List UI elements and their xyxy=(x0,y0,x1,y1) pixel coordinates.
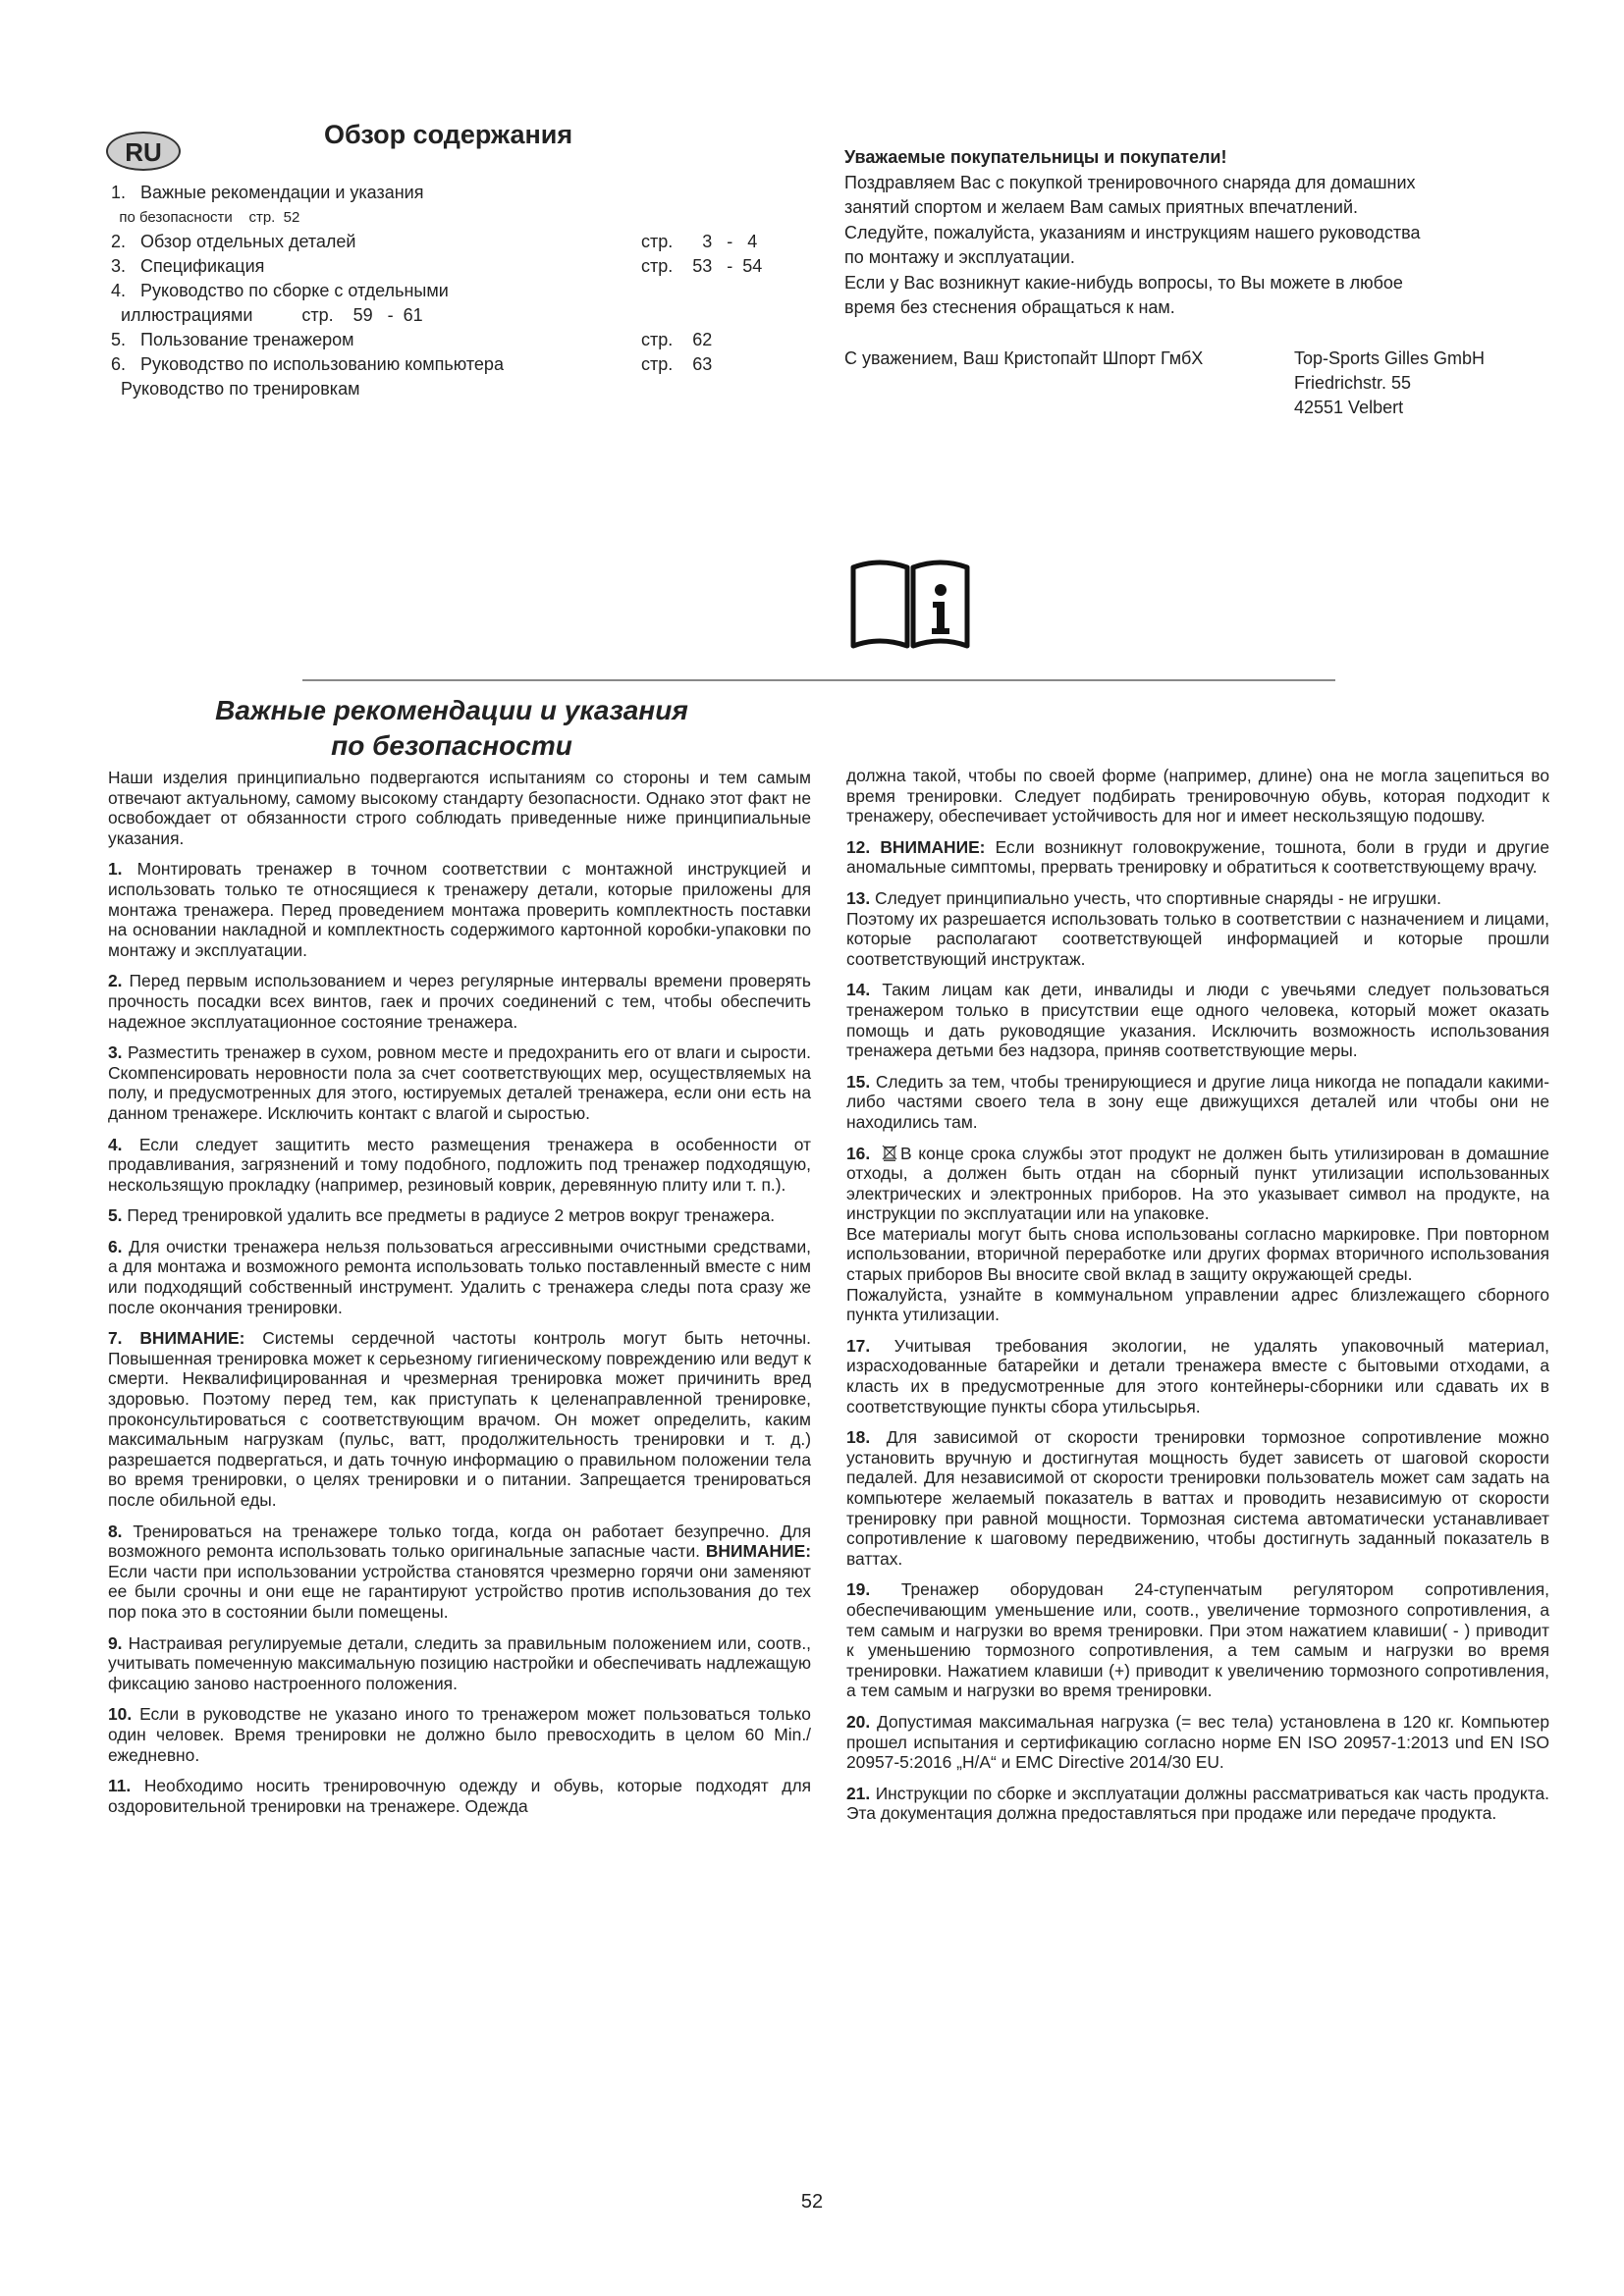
item-number: 4. xyxy=(108,1134,123,1154)
paragraph xyxy=(108,1328,811,1510)
paragraph xyxy=(846,837,1549,878)
item-number: 5. xyxy=(108,1205,123,1226)
paragraph xyxy=(846,766,1549,827)
toc-entry xyxy=(111,352,798,377)
item-number: 9. xyxy=(108,1632,123,1653)
paragraph-text: Учитывая требования экологии, не удалять упаковочный материал, израсходованные батарейки и детали тренажера вместе с бытовыми отходами, а класть их в предусмотренные для этого контейнеры-сборники или сдавать их в соответствующие пункты сбора утильсырья. xyxy=(846,1335,1549,1416)
right-column xyxy=(846,766,1549,1835)
greeting-heading: Уважаемые покупательницы и покупатели! xyxy=(844,147,1227,167)
paragraph xyxy=(846,1579,1549,1701)
paragraph-text: Если следует защитить место размещения тренажера в особенности от продавливания, загрязнений и тому подобного, подложить под тренажер подходящую, нескользящую прокладку (например, резиновый коврик, деревянную плиту или т. п.). xyxy=(108,1134,811,1195)
greeting-line: Поздравляем Вас с покупкой тренировочного снаряда для домашних xyxy=(844,172,1416,192)
paragraph-text: В конце срока службы этот продукт не должен быть утилизирован в домашние отходы, а должен быть отдан на сборный пункт утилизации использованных электрических и электронных приборов. На это указывает символ на продукте, на инструкции по эксплуатации или на упаковке. xyxy=(846,1143,1549,1224)
item-number: 14. xyxy=(846,980,871,1000)
left-column xyxy=(108,768,811,1827)
table-of-contents xyxy=(111,181,798,401)
item-number: 16. xyxy=(846,1143,871,1163)
section-title-line-1: Важные рекомендации и указания xyxy=(215,695,688,725)
item-number: 2. xyxy=(108,971,123,991)
paragraph xyxy=(108,1205,811,1226)
paragraph-continued: Все материалы могут быть снова использованы согласно маркировке. При повторном использовании, вторичной переработке или других формах вторичного использования старых приборов Вы вносите свой вклад в защиту окружающей среды. xyxy=(846,1223,1549,1285)
company-line: Top-Sports Gilles GmbH xyxy=(1294,348,1486,368)
section-title-line-2: по безопасности xyxy=(331,730,572,761)
item-number: 8. xyxy=(108,1521,123,1541)
toc-entry-page: стр. 53 - 54 xyxy=(641,256,763,276)
item-number: 6. xyxy=(108,1236,123,1256)
greeting-line: Следуйте, пожалуйста, указаниям и инструкциям нашего руководства xyxy=(844,222,1421,242)
paragraph xyxy=(846,1784,1549,1824)
paragraph-text: Если возникнут головокружение, тошнота, боли в груди и другие аномальные симптомы, прервать тренировку и обратиться к соответствующему врачу. xyxy=(846,836,1549,878)
toc-entry-page: стр. 63 xyxy=(641,354,713,374)
item-number: 1. xyxy=(108,859,123,880)
toc-entry xyxy=(111,377,798,401)
paragraph-text: Допустимая максимальная нагрузка (= вес тела) установлена в 120 кг. Компьютер прошел испытания и сертификацию согласно норме EN ISO 20957-1:2013 und EN ISO 20957-5:2016 „H/A“ и EMC Directive 2014/30 EU. xyxy=(846,1711,1549,1773)
paragraph xyxy=(108,768,811,848)
section-title xyxy=(108,693,795,764)
item-number: 18. xyxy=(846,1427,871,1448)
paragraph xyxy=(846,1072,1549,1133)
toc-entry-text: 5. Пользование тренажером xyxy=(111,330,354,349)
paragraph-text: Тренироваться на тренажере только тогда, когда он работает безупречно. Для возможного ремонта использовать только оригинальные запасные части. xyxy=(108,1521,811,1562)
greeting-line: занятий спортом и желаем Вам самых приятных впечатлений. xyxy=(844,197,1359,217)
item-number: 12. xyxy=(846,836,871,857)
paragraph xyxy=(846,980,1549,1060)
item-number: 20. xyxy=(846,1711,871,1732)
paragraph-continued: Поэтому их разрешается использовать только в соответствии с назначением и лицами, которые располагают соответствующей информацией и которые прошли соответствующий инструктаж. xyxy=(846,908,1549,969)
toc-entry-page: стр. 3 - 4 xyxy=(641,232,758,251)
language-code: RU xyxy=(125,136,162,167)
item-number: 13. xyxy=(846,887,871,908)
toc-entry xyxy=(111,254,798,279)
toc-entry xyxy=(111,230,798,254)
weee-bin-icon xyxy=(881,1144,898,1161)
paragraph-text: Разместить тренажер в сухом, ровном месте и предохранить его от влаги и сырости. Скомпенсировать неровности пола за счет соответствующих мер, осуществляемых на полу, и предусмотренных для этого, юстируемых деталей тренажера, если они есть на данном тренажере. Исключить контакт с влагой и сыростью. xyxy=(108,1042,811,1123)
toc-entry xyxy=(111,205,798,230)
paragraph-text: Таким лицам как дети, инвалиды и люди с увечьями следует пользоваться тренажером только в присутствии еще одного человека, который может оказать помощь и дать руководящие указания. Исключить возможность использования тренажера детьми без надзора, приняв соответствующие меры. xyxy=(846,980,1549,1061)
toc-entry-text: 1. Важные рекомендации и указания xyxy=(111,183,424,202)
toc-title: Обзор содержания xyxy=(324,120,573,149)
toc-entry-text: Руководство по тренировкам xyxy=(111,379,360,399)
paragraph xyxy=(108,971,811,1032)
paragraph-text: Следить за тем, чтобы тренирующиеся и другие лица никогда не попадали какими-либо частями своего тела в зону еще движущихся деталей или чтобы они не находились там. xyxy=(846,1071,1549,1132)
paragraph-text: Если части при использовании устройства становятся чрезмерно горячи они заменяют ее были срочны и они еще не гарантируют устройство против использования до тех пор пока это в состоянии были помещены. xyxy=(108,1561,811,1622)
item-number: 10. xyxy=(108,1704,133,1725)
paragraph xyxy=(846,1144,1549,1224)
paragraph xyxy=(108,859,811,960)
paragraph xyxy=(108,1776,811,1816)
paragraph-text: Для зависимой от скорости тренировки тормозное сопротивление можно установить вручную и достигнутая мощность будет зависеть от шаговой скорости педалей. Для независимой от скорости тренировки пользователь может сам задать на компьютере желаемый показатель в ваттах и проводить независимую от скорости тренировку при равной мощности. Тормозная система автоматически устанавливает сопротивление к шаговому передвижению, чтобы достигнуть заданный показатель в ваттах. xyxy=(846,1427,1549,1569)
toc-entry-page: стр. 62 xyxy=(641,330,713,349)
item-number: 3. xyxy=(108,1042,123,1063)
warning-label: ВНИМАНИЕ: xyxy=(139,1328,245,1349)
paragraph-text: Тренажер оборудован 24-ступенчатым регулятором сопротивления, обеспечивающим уменьшение или, соотв., увеличение тормозного сопротивления, а тем самым и нагрузки во время тренировки. При этом нажатием клавиши( - ) приводит к уменьшению тормозного сопротивления, а тем самым и нагрузки во время тренировки. Нажатием клавиши (+) приводит к увеличению тормозного сопротивления, а тем самым и нагрузки во время тренировки. xyxy=(846,1579,1549,1701)
toc-entry-text: 2. Обзор отдельных деталей xyxy=(111,232,356,251)
greeting-line: по монтажу и эксплуатации. xyxy=(844,247,1075,267)
greeting-line: Если у Вас возникнут какие-нибудь вопросы, то Вы можете в любое xyxy=(844,272,1403,293)
paragraph xyxy=(108,1633,811,1694)
paragraph-text: Настраивая регулируемые детали, следить за правильным положением или, соотв., учитывать помеченную максимальную позицию настройки и обеспечивать надлежащую фиксацию заново настроенного положения. xyxy=(108,1632,811,1693)
paragraph-text: Для очистки тренажера нельзя пользоваться агрессивными очистными средствами, а для монтажа и возможного ремонта использовать только поставленный вместе с ним или подходящий собственный инструмент. Удалить с тренажера следы пота сразу же после окончания тренировки. xyxy=(108,1236,811,1317)
signature xyxy=(844,347,1203,371)
warning-label: ВНИМАНИЕ: xyxy=(705,1541,811,1562)
paragraph-text: Инструкции по сборке и эксплуатации должны рассматриваться как часть продукта. Эта документация должна предоставляться при продаже или передаче продукта. xyxy=(846,1783,1549,1824)
company-line: Friedrichstr. 55 xyxy=(1294,373,1412,393)
paragraph xyxy=(108,1135,811,1196)
toc-entry-text: по безопасности стр. 52 xyxy=(111,209,300,226)
toc-entry xyxy=(111,328,798,352)
company-line: 42551 Velbert xyxy=(1294,398,1404,417)
paragraph-text: Монтировать тренажер в точном соответствии с монтажной инструкцией и использовать только те относящиеся к тренажеру детали, которые приложены для монтажа тренажера. Перед проведением монтажа проверить комплектность поставки на основании накладной и комплектность содержимого картонной коробки-упаковки по монтажу и эксплуатации. xyxy=(108,859,811,960)
paragraph-text: Если в руководстве не указано иного то тренажером может пользоваться только один человек. Время тренировки не должно было превосходить в целом 60 Min./ежедневно. xyxy=(108,1704,811,1765)
item-number: 15. xyxy=(846,1071,871,1092)
paragraph-text: должна такой, чтобы по своей форме (например, длине) она не могла зацепиться во время тренировки. Следует подбирать тренировочную обувь, которая подходит к тренажеру, обеспечивает устойчивость для ног и имеет нескользящую подошву. xyxy=(846,766,1549,827)
toc-entry xyxy=(111,279,798,303)
signature-text: С уважением, Ваш Кристопайт Шпорт ГмбХ xyxy=(844,348,1204,368)
warning-label: ВНИМАНИЕ: xyxy=(880,836,986,857)
paragraph-text: Системы сердечной частоты контроль могут быть неточны. Повышенная тренировка может к серьезному гигиеническому повреждению или ведут к смерти. Неквалифицированная и чрезмерная тренировка может причинить вред здоровью. Поэтому перед тем, как приступать к целенаправленной тренировке, проконсультироваться с соответствующим врачом. Он может определить, каким максимальным нагрузкам (пульс, ватт, продолжительность тренировки и т. д.) разрешается подвергаться, и дать точную информацию о правильном положении тела во время тренировки, о целях тренировки и о питании. Запрещается тренироваться после обильной еды. xyxy=(108,1328,811,1510)
paragraph xyxy=(846,888,1549,909)
manual-info-icon xyxy=(850,554,970,650)
paragraph-text: Следует принципиально учесть, что спортивные снаряды - не игрушки. xyxy=(875,887,1441,908)
item-number: 21. xyxy=(846,1783,871,1803)
toc-entry-text: иллюстрациями стр. 59 - 61 xyxy=(111,305,423,325)
item-number: 11. xyxy=(108,1776,132,1796)
language-badge xyxy=(106,132,181,171)
paragraph xyxy=(108,1042,811,1123)
paragraph xyxy=(108,1522,811,1623)
toc-entry xyxy=(111,181,798,205)
section-divider xyxy=(302,679,1335,681)
toc-entry xyxy=(111,303,798,328)
item-number: 19. xyxy=(846,1579,871,1600)
paragraph xyxy=(108,1237,811,1317)
greeting-block xyxy=(844,145,1532,321)
paragraph-text: Перед первым использованием и через регулярные интервалы времени проверять прочность посадки всех винтов, гаек и прочих соединений с тем, чтобы обеспечить надежное эксплуатационное состояние тренажера. xyxy=(108,971,811,1032)
toc-entry-text: 4. Руководство по сборке с отдельными xyxy=(111,281,449,300)
company-address xyxy=(1294,347,1485,420)
toc-entry-text: 6. Руководство по использованию компьютера xyxy=(111,354,504,374)
paragraph-text: Необходимо носить тренировочную одежду и обувь, которые подходят для оздоровительной тренировки на тренажере. Одежда xyxy=(108,1776,812,1816)
paragraph xyxy=(108,1704,811,1765)
toc-entry-text: 3. Спецификация xyxy=(111,256,265,276)
item-number: 7. xyxy=(108,1328,123,1349)
page-number: 52 xyxy=(800,2191,824,2213)
paragraph-continued: Пожалуйста, узнайте в коммунальном управлении адрес близлежащего сборного пункта утилизации. xyxy=(846,1284,1549,1325)
greeting-line: время без стеснения обращаться к нам. xyxy=(844,297,1175,317)
paragraph-text: Перед тренировкой удалить все предметы в радиусе 2 метров вокруг тренажера. xyxy=(127,1205,776,1226)
paragraph-text: Наши изделия принципиально подвергаются испытаниям со стороны и тем самым отвечают актуальному, самому высокому стандарту безопасности. Однако этот факт не освобождает от обязанности строго соблюдать приведенные ниже принципиальные указания. xyxy=(108,768,811,848)
paragraph xyxy=(846,1336,1549,1416)
item-number: 17. xyxy=(846,1335,871,1356)
paragraph xyxy=(846,1427,1549,1569)
paragraph xyxy=(846,1712,1549,1773)
